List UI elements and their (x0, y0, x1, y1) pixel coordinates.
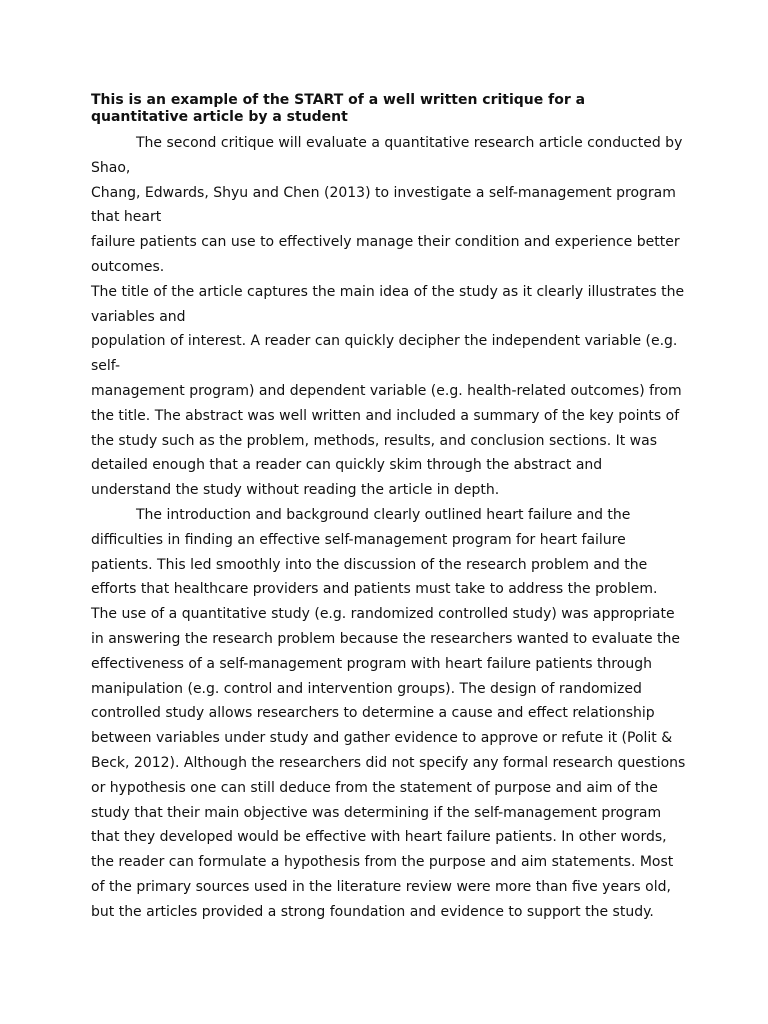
paragraph-3-line: that they developed would be effective with heart failure patients. In other words, (91, 829, 667, 846)
paragraph-2-line: self- (91, 358, 121, 375)
paragraph-3-line: study that their main objective was determining if the self-management program (91, 804, 662, 821)
paragraph-3-line: but the articles provided a strong foundation and evidence to support the study. (91, 903, 654, 920)
paragraph-1-line: failure patients can use to effectively manage their condition and experience better (91, 234, 680, 251)
paragraph-3-line: or hypothesis one can still deduce from the statement of purpose and aim of the (91, 779, 658, 796)
paragraph-2-line: The title of the article captures the main idea of the study as it clearly illustrates the (91, 283, 685, 300)
paragraph-3-line: between variables under study and gather evidence to approve or refute it (Polit & (91, 730, 673, 747)
paragraph-3-line: Beck, 2012). Although the researchers did not specify any formal research questions (91, 754, 686, 771)
paragraph-2-line: detailed enough that a reader can quickly skim through the abstract and (91, 457, 603, 474)
paragraph-3-line: the reader can formulate a hypothesis from the purpose and aim statements. Most (91, 854, 674, 871)
paragraph-2-line: variables and (91, 308, 186, 325)
paragraph-3-line: controlled study allows researchers to determine a cause and effect relationship (91, 705, 655, 722)
paragraph-1-line: Chang, Edwards, Shyu and Chen (2013) to investigate a self-management program (91, 184, 676, 201)
paragraph-2-line: the title. The abstract was well written and included a summary of the key points of (91, 407, 680, 424)
paragraph-3-line: manipulation (e.g. control and intervention groups). The design of randomized (91, 680, 642, 697)
document-page (91, 92, 691, 925)
document-body (91, 131, 691, 925)
paragraph-3-line: of the primary sources used in the literature review were more than five years old, (91, 878, 671, 895)
paragraph-1-line: Shao, (91, 159, 131, 176)
paragraph-3-line: patients. This led smoothly into the discussion of the research problem and the (91, 556, 648, 573)
paragraph-2-line: the study such as the problem, methods, results, and conclusion sections. It was (91, 432, 657, 449)
paragraph-3-line: The use of a quantitative study (e.g. randomized controlled study) was appropriate (91, 606, 675, 623)
paragraph-3-line: in answering the research problem because the researchers wanted to evaluate the (91, 630, 681, 647)
paragraph-2-line: management program) and dependent variable (e.g. health-related outcomes) from (91, 382, 682, 399)
title-line: This is an example of the START of a well written critique for a (91, 92, 586, 108)
paragraph-2-line: understand the study without reading the article in depth. (91, 482, 500, 499)
title-line: quantitative article by a student (91, 109, 348, 125)
paragraph-1-line: that heart (91, 209, 162, 226)
paragraph-1-line: outcomes. (91, 258, 165, 275)
paragraph-3-line: efforts that healthcare providers and patients must take to address the problem. (91, 581, 658, 598)
paragraph-2-line: population of interest. A reader can quickly decipher the independent variable (e.g. (91, 333, 678, 350)
paragraph-3-line: difficulties in finding an effective self-management program for heart failure (91, 531, 626, 548)
paragraph-3-line: effectiveness of a self-management program with heart failure patients through (91, 655, 652, 672)
paragraph-1-line: The second critique will evaluate a quantitative research article conducted by (136, 135, 683, 151)
document-title (91, 92, 691, 126)
paragraph-3-line: The introduction and background clearly outlined heart failure and the (136, 506, 631, 523)
